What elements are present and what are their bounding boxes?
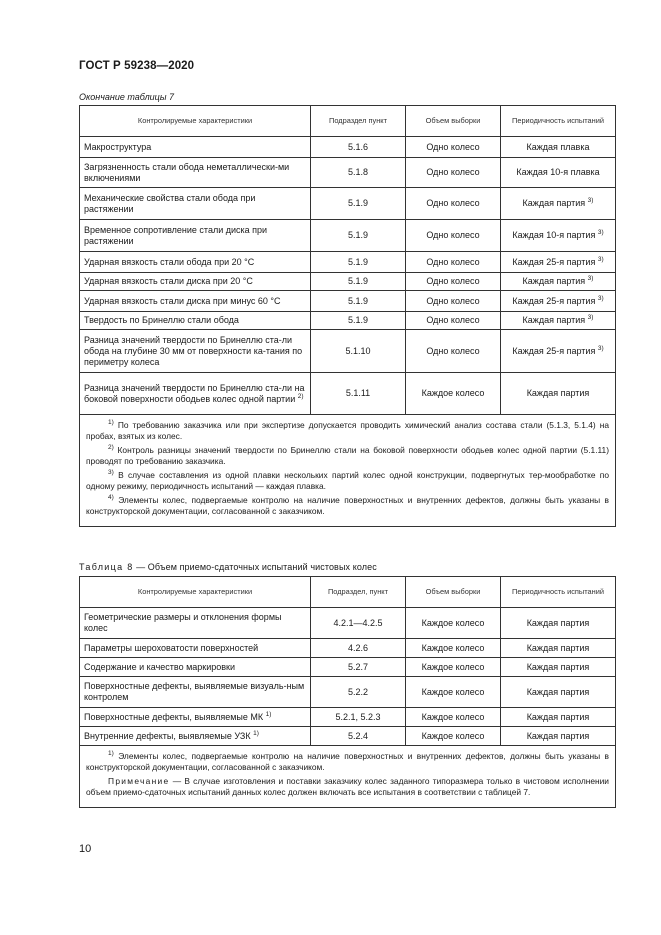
table-row — [80, 188, 616, 220]
characteristic-cell: Параметры шероховатости поверхностей — [80, 639, 311, 658]
table-row — [80, 608, 616, 639]
column-header: Контролируемые характеристики — [80, 106, 311, 137]
periodicity-cell: Каждая партия — [501, 727, 616, 746]
table8-notes — [80, 746, 616, 808]
periodicity-cell: Каждая партия — [501, 639, 616, 658]
footnote: $^{1)}$ Элементы колес, подвергаемые контролю на наличие поверхностных и внутренних дефектов, должны быть указаны в конструкторской документации, согласованной с заказчиком. — [86, 750, 610, 772]
column-header: Контролируемые характеристики — [80, 577, 311, 608]
periodicity-cell: Каждая плавка — [501, 137, 616, 158]
column-header: Объем выборки — [406, 106, 501, 137]
table-notes-row — [80, 415, 616, 527]
table8-caption: Таблица 8 — Объем приемо-сдаточных испытаний чистовых колес — [79, 562, 377, 572]
periodicity-cell: Каждая 25-я партия $^{3)}$ — [501, 291, 616, 312]
table-row — [80, 291, 616, 312]
periodicity-cell: Каждая партия $^{3)}$ — [501, 273, 616, 291]
sample-size-cell: Каждое колесо — [406, 608, 501, 639]
characteristic-cell: Ударная вязкость стали диска при 20 °С — [80, 273, 311, 291]
table-row — [80, 330, 616, 373]
subsection-cell: 4.2.1—4.2.5 — [311, 608, 406, 639]
table-row — [80, 220, 616, 252]
characteristic-cell: Временное сопротивление стали диска при растяжении — [80, 220, 311, 252]
subsection-cell: 5.2.4 — [311, 727, 406, 746]
characteristic-cell: Макроструктура — [80, 137, 311, 158]
subsection-cell: 5.1.9 — [311, 188, 406, 220]
sample-size-cell: Каждое колесо — [406, 708, 501, 727]
footnote-mark: 3) — [597, 229, 604, 236]
periodicity-cell: Каждая партия — [501, 608, 616, 639]
subsection-cell: 5.1.10 — [311, 330, 406, 373]
table-row — [80, 708, 616, 727]
footnote-mark: 3) — [597, 344, 604, 352]
characteristic-cell: Поверхностные дефекты, выявляемые визуаль-ным контролем — [80, 677, 311, 708]
subsection-cell: 5.1.8 — [311, 158, 406, 188]
sample-size-cell: Каждое колесо — [406, 727, 501, 746]
subsection-cell: 4.2.6 — [311, 639, 406, 658]
table-7 — [79, 105, 616, 527]
column-header: Объем выборки — [406, 577, 501, 608]
footnote: $^{4)}$ Элементы колес, подвергаемые контролю на наличие поверхностных и внутренних дефектов, должны быть указаны в конструкторской документации, согласованной с заказчиком. — [86, 494, 610, 516]
footnote-mark: 3) — [587, 275, 594, 282]
footnote-mark: 3) — [597, 294, 604, 302]
table-row — [80, 373, 616, 415]
sample-size-cell: Одно колесо — [406, 273, 501, 291]
table-row — [80, 639, 616, 658]
footnote-mark: 1) — [253, 729, 259, 737]
characteristic-cell: Геометрические размеры и отклонения формы колес — [80, 608, 311, 639]
subsection-cell: 5.1.9 — [311, 291, 406, 312]
table-notes-row — [80, 746, 616, 808]
subsection-cell: 5.2.2 — [311, 677, 406, 708]
characteristic-cell: Твердость по Бринеллю стали обода — [80, 312, 311, 330]
table-header-row — [80, 577, 616, 608]
sample-size-cell: Одно колесо — [406, 252, 501, 273]
footnote-mark: 3) — [587, 197, 594, 204]
table7-caption: Окончание таблицы 7 — [79, 92, 174, 102]
sample-size-cell: Одно колесо — [406, 158, 501, 188]
table7-notes — [80, 415, 616, 527]
footnote: $^{2)}$ Контроль разницы значений твердости по Бринеллю стали на боковой поверхности ободьев колес одной партии (5.1.11) проводят по требованию заказчика. — [86, 444, 609, 466]
characteristic-cell: Содержание и качество маркировки — [80, 658, 311, 677]
sample-size-cell: Одно колесо — [406, 137, 501, 158]
table-row — [80, 137, 616, 158]
footnote-mark: 3) — [597, 255, 604, 263]
subsection-cell: 5.2.7 — [311, 658, 406, 677]
table-row — [80, 273, 616, 291]
footnote-mark: 3) — [587, 314, 594, 321]
sample-size-cell: Одно колесо — [406, 312, 501, 330]
table-row — [80, 658, 616, 677]
characteristic-cell: Ударная вязкость стали обода при 20 °С — [80, 252, 311, 273]
column-header: Периодичность испытаний — [501, 577, 616, 608]
characteristic-cell: Внутренние дефекты, выявляемые УЗК $^{1)}$ — [80, 727, 311, 746]
footnote: $^{3)}$ В случае составления из одной плавки нескольких партий колес одной конструкции, подвергнутых тер-мообработке по одному режиму, периодичность испытаний — каждая плавка. — [86, 469, 610, 491]
column-header: Подраздел, пункт — [311, 577, 406, 608]
periodicity-cell: Каждая 25-я партия $^{3)}$ — [501, 252, 616, 273]
sample-size-cell: Каждое колесо — [406, 373, 501, 415]
periodicity-cell: Каждая 10-я партия $^{3)}$ — [501, 220, 616, 252]
table-header-row — [80, 106, 616, 137]
subsection-cell: 5.1.9 — [311, 273, 406, 291]
document-code: ГОСТ Р 59238—2020 — [79, 60, 195, 72]
subsection-cell: 5.1.6 — [311, 137, 406, 158]
subsection-cell: 5.1.11 — [311, 373, 406, 415]
periodicity-cell: Каждая партия — [501, 373, 616, 415]
table-row — [80, 727, 616, 746]
characteristic-cell: Загрязненность стали обода неметаллически-ми включениями — [80, 158, 311, 188]
periodicity-cell: Каждая партия $^{3)}$ — [501, 312, 616, 330]
periodicity-cell: Каждая 25-я партия $^{3)}$ — [501, 330, 616, 373]
table-note: Примечание — В случае изготовления и поставки заказчику колес заданного типоразмера только в чистовом исполнении объем приемо-сдаточных испытаний данных колес должен включать все испытания в соответствии с таблицей 7. — [86, 776, 609, 797]
table-row — [80, 252, 616, 273]
table-8 — [79, 576, 616, 808]
subsection-cell: 5.1.9 — [311, 252, 406, 273]
table-row — [80, 158, 616, 188]
sample-size-cell: Одно колесо — [406, 291, 501, 312]
page-number: 10 — [79, 843, 92, 855]
characteristic-cell: Ударная вязкость стали диска при минус 60 °С — [80, 291, 311, 312]
sample-size-cell: Одно колесо — [406, 188, 501, 220]
characteristic-cell: Разница значений твердости по Бринеллю ста-ли на боковой поверхности ободьев колес одной партии $^{2)}$ — [80, 373, 311, 415]
table-row — [80, 312, 616, 330]
characteristic-cell: Разница значений твердости по Бринеллю ста-ли обода на глубине 30 мм от поверхности ка-тания по периметру колеса — [80, 330, 311, 373]
characteristic-cell: Механические свойства стали обода при растяжении — [80, 188, 311, 220]
periodicity-cell: Каждая партия $^{3)}$ — [501, 188, 616, 220]
sample-size-cell: Каждое колесо — [406, 677, 501, 708]
sample-size-cell: Каждое колесо — [406, 639, 501, 658]
periodicity-cell: Каждая партия — [501, 708, 616, 727]
sample-size-cell: Одно колесо — [406, 220, 501, 252]
characteristic-cell: Поверхностные дефекты, выявляемые МК $^{1)}$ — [80, 708, 311, 727]
sample-size-cell: Каждое колесо — [406, 658, 501, 677]
periodicity-cell: Каждая партия — [501, 658, 616, 677]
subsection-cell: 5.2.1, 5.2.3 — [311, 708, 406, 727]
table-row — [80, 677, 616, 708]
periodicity-cell: Каждая партия — [501, 677, 616, 708]
sample-size-cell: Одно колесо — [406, 330, 501, 373]
footnote-mark: 1) — [265, 710, 272, 718]
subsection-cell: 5.1.9 — [311, 220, 406, 252]
footnote: $^{1)}$ По требованию заказчика или при экспертизе допускается проводить химический анализ состава стали (5.1.3, 5.1.4) на пробах, взятых из колес. — [86, 419, 609, 441]
subsection-cell: 5.1.9 — [311, 312, 406, 330]
column-header: Подраздел пункт — [311, 106, 406, 137]
column-header: Периодичность испытаний — [501, 106, 616, 137]
periodicity-cell: Каждая 10-я плавка — [501, 158, 616, 188]
